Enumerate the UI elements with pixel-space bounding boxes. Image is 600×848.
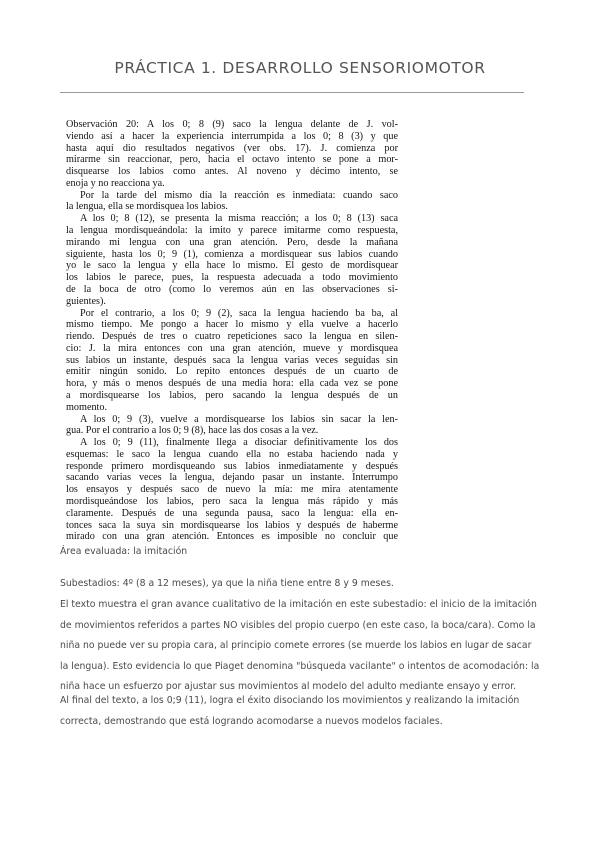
scan-line: claramente. Después de una segunda pausa, saco la lengua: ella en- bbox=[66, 507, 398, 519]
scan-line: hora, y más o menos después de una media hora: ella cada vez se pone bbox=[66, 378, 398, 390]
scan-line: la lengua mordisqueándola: la imito y parece imitarme como respuesta, bbox=[66, 225, 398, 237]
scan-line: disquearse los labios como antes. Al noveno y décimo intento, se bbox=[66, 166, 398, 178]
page-title: PRÁCTICA 1. DESARROLLO SENSORIOMOTOR bbox=[114, 59, 486, 77]
scan-line: A los 0; 9 (11), finalmente llega a disociar definitivamente los dos bbox=[80, 437, 398, 449]
scan-line: mordisqueándose los labios, pero saca la lengua más rápido y más bbox=[66, 496, 398, 507]
scanned-text-excerpt bbox=[66, 119, 398, 543]
scan-line: esquemas: le saco la lengua cuando ella no estaba haciendo nada y bbox=[66, 448, 398, 460]
scan-line: mirarme sin reaccionar, pero, hacia el octavo intento se pone a mor- bbox=[66, 154, 398, 166]
scan-line: siguiente, hasta los 0; 9 (1), comienza a mordisquear sus labios cuando bbox=[66, 248, 398, 260]
scan-line: mirando mi lengua con una gran atención. Pero, desde la mañana bbox=[66, 236, 398, 248]
scan-line: emitir ningún sonido. Lo repito entonces después de un cuarto de bbox=[66, 366, 398, 378]
scan-line: tonces saca la suya sin mordisquearse los labios y después de haberme bbox=[66, 519, 398, 531]
scan-line: mirado con una gran atención. Entonces es imposible no concluir que bbox=[66, 531, 398, 543]
scan-line: los ensayos y después saco de nuevo la mía: me mira atentamente bbox=[66, 484, 398, 496]
scan-line: los labios le parece, pues, la respuesta adecuada a todo movimiento bbox=[66, 272, 398, 284]
substage-text: Subestadios: 4º (8 a 12 meses), ya que la niña tiene entre 8 y 9 meses. bbox=[60, 578, 394, 589]
scan-line: Por el contrario, a los 0; 9 (2), saca la lengua haciendo ba ba, al bbox=[80, 307, 398, 319]
scan-line: hasta aquí dio resultados negativos (ver obs. 17). J. comienza por bbox=[66, 142, 398, 154]
scan-line: sacando varias veces la lengua, dejando pasar un instante. Interrumpo bbox=[66, 472, 398, 484]
scan-line: riendo. Después de tres o cuatro repeticiones saco la lengua en silen- bbox=[66, 331, 398, 343]
scan-line: la lengua, ella se mordisquea los labios. bbox=[66, 201, 228, 213]
scan-line: Observación 20: A los 0; 8 (9) saco la lengua delante de J. vol- bbox=[66, 119, 398, 130]
evaluated-area: Área evaluada: la imitación bbox=[60, 546, 188, 557]
analysis-paragraph-2: Al final del texto, a los 0;9 (11), logra el éxito disociando los movimientos y realizando la imitación correcta, demostrando que está logrando acomodarse a nuevos modelos faciales. bbox=[60, 695, 520, 727]
scan-line: viendo así a hacer la experiencia interrumpida a los 0; 8 (3) y que bbox=[66, 130, 398, 142]
scan-line: momento. bbox=[66, 401, 108, 413]
scan-line: Por la tarde del mismo día la reacción es inmediata: cuando saco bbox=[80, 189, 398, 201]
scan-line: A los 0; 8 (12), se presenta la misma reacción; a los 0; 8 (13) saca bbox=[80, 213, 398, 225]
scan-line: yo le saco la lengua y ella hace lo mismo. El gesto de mordisquear bbox=[66, 260, 398, 272]
scan-line: de la boca de otro (como lo veremos aún en las observaciones si- bbox=[66, 283, 398, 295]
scan-line: sus labios un instante, después saca la lengua varias veces seguidas sin bbox=[66, 354, 398, 366]
scan-line: responde primero mordisqueando sus labios inmediatamente y después bbox=[66, 460, 398, 472]
scan-line: enoja y no reacciona ya. bbox=[66, 177, 165, 189]
analysis-paragraph-1: El texto muestra el gran avance cualitativo de la imitación en este subestadio: el inicio de la imitación de movimientos referidos a partes NO visibles del propio cuerpo (en este caso, la boca/cara). Como la niña no puede ver su propia cara, al principio comete errores (se muerde los labios en lugar de sacar la lengua). Esto evidencia lo que Piaget denomina "búsqueda vacilante" o intentos de acomodación: la niña hace un esfuerzo por ajustar sus movimientos al modelo del adulto mediante ensayo y error. bbox=[60, 599, 540, 692]
scan-line: mismo tiempo. Me pongo a hacer lo mismo y ella vuelve a hacerlo bbox=[66, 319, 398, 331]
header-divider bbox=[60, 92, 524, 93]
scan-line: cio: J. la mira entonces con una gran atención, mueve y mordisquea bbox=[66, 342, 398, 354]
scan-line: a mordisquearse los labios, pero sacando la lengua después de un bbox=[66, 389, 398, 401]
scan-line: guientes). bbox=[66, 295, 106, 307]
scan-line: gua. Por el contrario a los 0; 9 (8), hace las dos cosas a la vez. bbox=[66, 425, 319, 437]
scan-line: A los 0; 9 (3), vuelve a mordisquearse los labios sin sacar la len- bbox=[80, 413, 398, 425]
